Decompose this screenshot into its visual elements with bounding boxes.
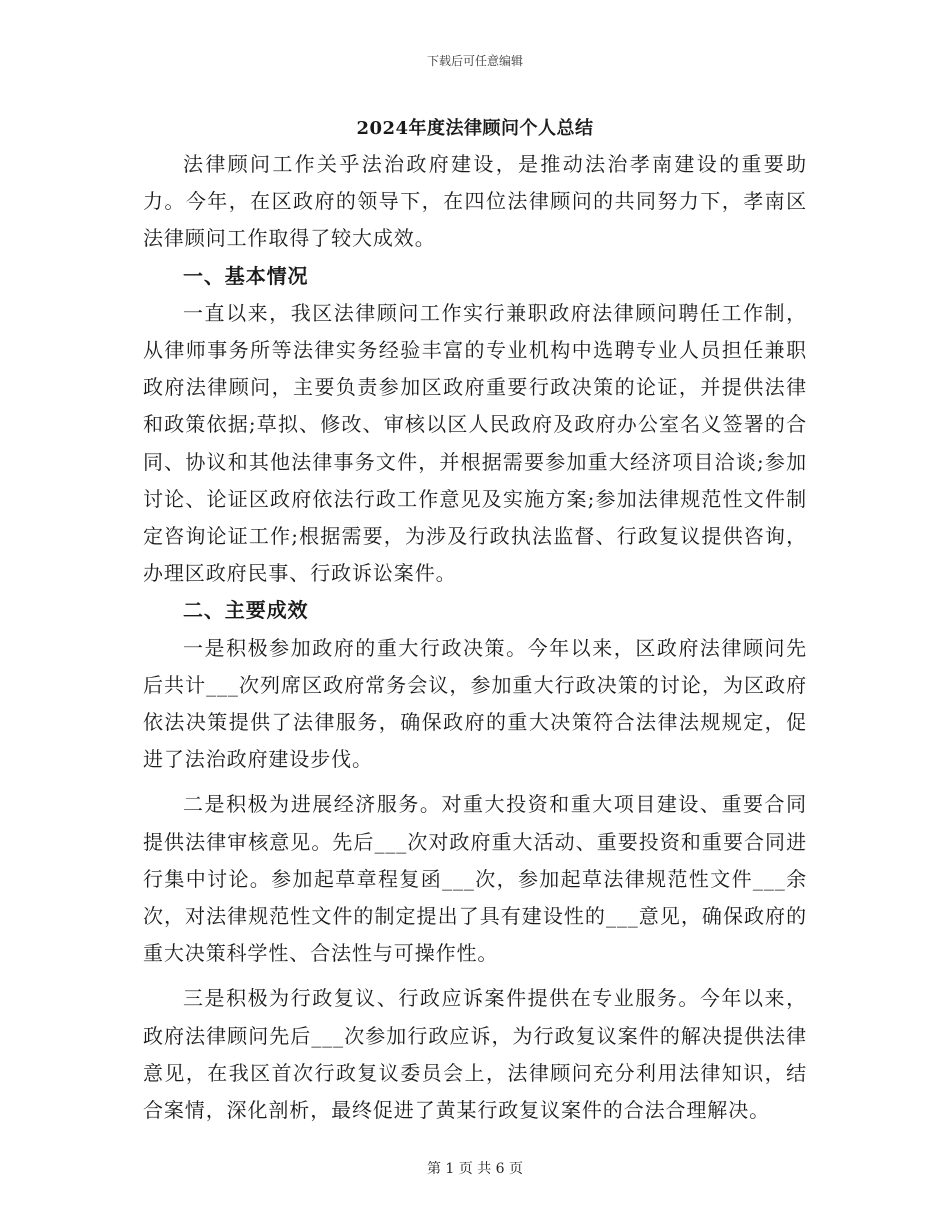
section-heading-results: 二、主要成效 (183, 598, 309, 623)
section-heading-basic: 一、基本情况 (183, 263, 309, 288)
intro-paragraph: 法律顾问工作关乎法治政府建设，是推动法治孝南建设的重要助力。今年，在区政府的领导下，在四位法律顾问的共同努力下，孝南区法律顾问工作取得了较大成效。 (143, 152, 807, 251)
basic-situation-paragraph: 一直以来，我区法律顾问工作实行兼职政府法律顾问聘任工作制，从律师事务所等法律实务经验丰富的专业机构中选聘专业人员担任兼职政府法律顾问，主要负责参加区政府重要行政决策的论证，并提供法律和政策依据;草拟、修改、审核以区人民政府及政府办公室名义签署的合同、协议和其他法律事务文件，并根据需要参加重大经济项目洽谈;参加讨论、论证区政府依法行政工作意见及实施方案;参加法律规范性文件制定咨询论证工作;根据需要，为涉及行政执法监督、行政复议提供咨询，办理区政府民事、行政诉讼案件。 (143, 300, 807, 586)
page-number: 第 1 页 共 6 页 (426, 1161, 524, 1177)
document-body (143, 146, 807, 1129)
result-paragraph-1: 一是积极参加政府的重大行政决策。今年以来，区政府法律顾问先后共计___次列席区政府常务会议，参加重大行政决策的讨论，为区政府依法决策提供了法律服务，确保政府的重大决策符合法律法规规定，促进了法治政府建设步伐。 (143, 635, 807, 772)
header-note: 下载后可任意编辑 (426, 54, 523, 68)
result-paragraph-2: 二是积极为进展经济服务。对重大投资和重大项目建设、重要合同提供法律审核意见。先后___次对政府重大活动、重要投资和重要合同进行集中讨论。参加起草章程复函___次，参加起草法律规范性文件___余次，对法律规范性文件的制定提出了具有建设性的___意见，确保政府的重大决策科学性、合法性与可操作性。 (143, 792, 807, 966)
result-paragraph-3: 三是积极为行政复议、行政应诉案件提供在专业服务。今年以来，政府法律顾问先后___次参加行政应诉，为行政复议案件的解决提供法律意见，在我区首次行政复议委员会上，法律顾问充分利用法律知识，结合案情，深化剖析，最终促进了黄某行政复议案件的合法合理解决。 (143, 986, 807, 1123)
document-title: 2024年度法律顾问个人总结 (356, 118, 594, 139)
